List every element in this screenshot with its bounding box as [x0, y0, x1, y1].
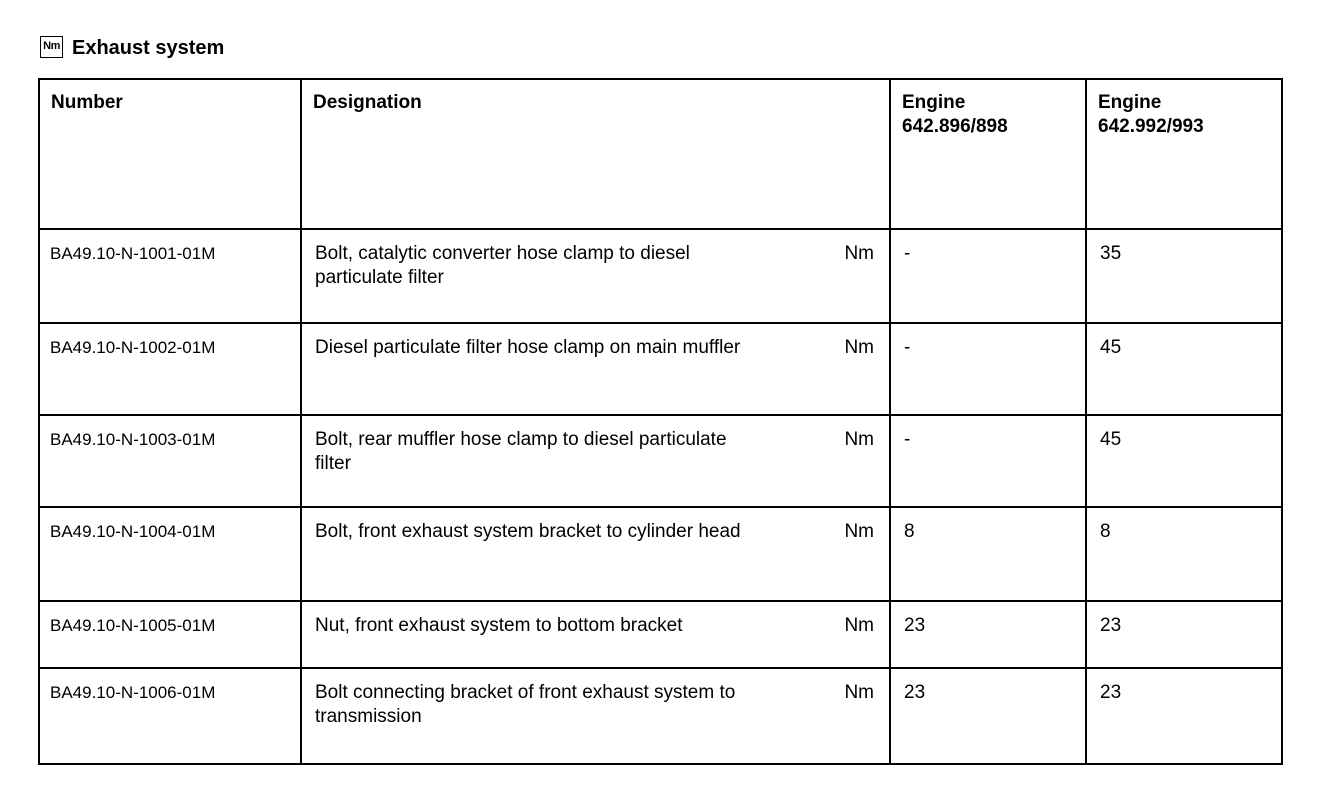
section-title: Exhaust system: [72, 37, 225, 59]
row-designation: [301, 507, 890, 601]
engine-1-value: 23: [890, 601, 1086, 668]
engine-1-value: -: [890, 415, 1086, 507]
engine-2-label: Engine: [1098, 92, 1162, 113]
table-row: [39, 323, 1282, 415]
table-row: [39, 229, 1282, 323]
row-number: BA49.10-N-1005-01M: [39, 601, 301, 668]
engine-1-value: 23: [890, 668, 1086, 764]
unit-label: Nm: [844, 615, 874, 636]
row-number: BA49.10-N-1001-01M: [39, 229, 301, 323]
designation-text: Nut, front exhaust system to bottom bracket: [315, 615, 683, 636]
row-designation: [301, 415, 890, 507]
column-header-engine-1: [890, 79, 1086, 229]
column-header-engine-2: [1086, 79, 1282, 229]
engine-2-value: 8: [1086, 507, 1282, 601]
unit-label: Nm: [844, 337, 874, 358]
engine-1-code: 642.896/898: [902, 116, 1008, 137]
engine-1-label: Engine: [902, 92, 966, 113]
table-row: [39, 507, 1282, 601]
row-designation: [301, 323, 890, 415]
engine-2-value: 23: [1086, 668, 1282, 764]
row-designation: [301, 601, 890, 668]
column-header-number: Number: [39, 79, 301, 229]
table-row: [39, 415, 1282, 507]
section-heading: [40, 32, 224, 60]
unit-label: Nm: [844, 243, 874, 264]
unit-label: Nm: [844, 521, 874, 542]
table-header-row: [39, 79, 1282, 229]
engine-1-value: 8: [890, 507, 1086, 601]
row-designation: [301, 668, 890, 764]
engine-1-value: -: [890, 323, 1086, 415]
designation-text: Bolt, front exhaust system bracket to cylinder head: [315, 521, 741, 542]
row-number: BA49.10-N-1004-01M: [39, 507, 301, 601]
engine-2-value: 35: [1086, 229, 1282, 323]
engine-2-value: 45: [1086, 323, 1282, 415]
unit-label: Nm: [844, 429, 874, 450]
row-number: BA49.10-N-1003-01M: [39, 415, 301, 507]
engine-2-value: 45: [1086, 415, 1282, 507]
table-row: [39, 668, 1282, 764]
designation-text: Bolt, catalytic converter hose clamp to diesel particulate filter: [315, 243, 690, 288]
designation-text: Bolt, rear muffler hose clamp to diesel particulate filter: [315, 429, 727, 474]
torque-spec-table: [38, 78, 1283, 765]
row-number: BA49.10-N-1002-01M: [39, 323, 301, 415]
unit-label: Nm: [844, 682, 874, 703]
engine-2-value: 23: [1086, 601, 1282, 668]
designation-text: Bolt connecting bracket of front exhaust system to transmission: [315, 682, 736, 727]
table-row: [39, 601, 1282, 668]
torque-nm-icon: Nm: [40, 36, 63, 58]
engine-1-value: -: [890, 229, 1086, 323]
column-header-designation: Designation: [301, 79, 890, 229]
engine-2-code: 642.992/993: [1098, 116, 1204, 137]
designation-text: Diesel particulate filter hose clamp on main muffler: [315, 337, 741, 358]
row-number: BA49.10-N-1006-01M: [39, 668, 301, 764]
row-designation: [301, 229, 890, 323]
